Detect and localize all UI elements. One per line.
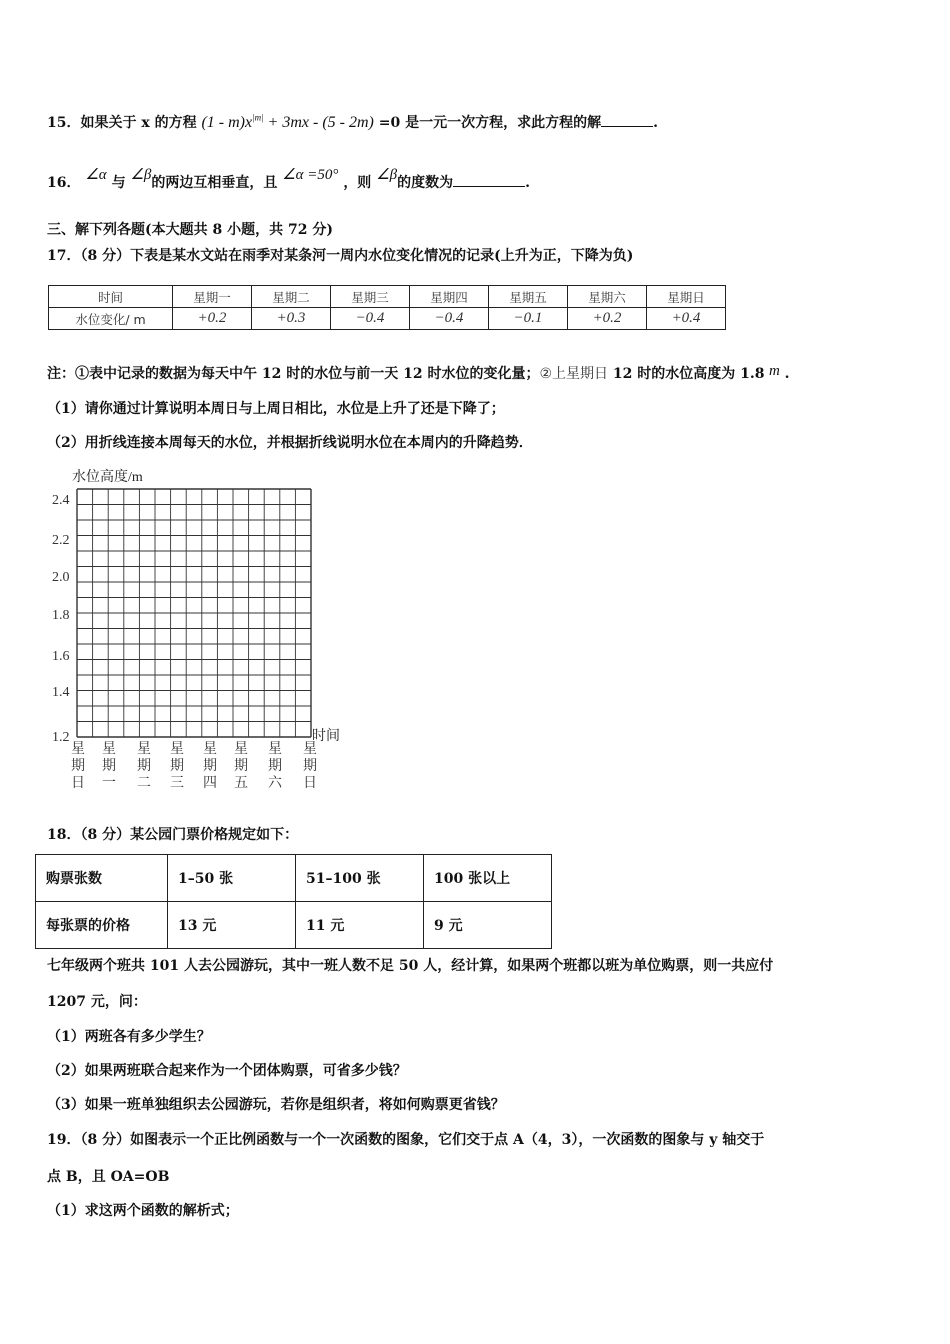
x-tick-label: 期 <box>71 759 85 774</box>
x-tick-label: 星 <box>234 742 248 757</box>
x-tick-label: 星 <box>102 742 116 757</box>
table-row <box>36 855 552 902</box>
ticket-price-table <box>35 854 552 949</box>
table-cell: 时间 <box>49 286 173 308</box>
chart-xlabel: 时间 <box>312 729 340 744</box>
table-cell: +0.2 <box>173 308 252 330</box>
table-cell: 星期六 <box>568 286 647 308</box>
table-cell: 9 元 <box>424 902 552 949</box>
table-cell: 星期五 <box>489 286 568 308</box>
table-cell: 购票张数 <box>36 855 168 902</box>
chart-y-ticks <box>52 493 70 745</box>
x-tick-label: 日 <box>303 776 317 791</box>
table-cell: 11 元 <box>296 902 424 949</box>
table-cell: 星期日 <box>647 286 726 308</box>
x-tick-label: 四 <box>203 776 217 791</box>
y-tick-label: 2.2 <box>52 533 70 548</box>
x-tick-label: 期 <box>303 759 317 774</box>
x-tick-label: 星 <box>203 742 217 757</box>
y-tick-label: 1.2 <box>52 730 70 745</box>
q17-note: 注：①表中记录的数据为每天中午 12 时的水位与前一天 12 时水位的变化量；②上星期日 12 时的水位高度为 1.8 m . <box>47 363 790 382</box>
chart-grid <box>77 489 311 737</box>
table-cell: 100 张以上 <box>424 855 552 902</box>
x-tick-label: 五 <box>234 776 248 791</box>
x-tick-label: 期 <box>137 759 151 774</box>
q15-equation: $(1 - m)x^{|m|} + 3mx - (5 - 2m)$ <box>201 112 374 131</box>
angle-beta-2: ∠β <box>376 167 398 183</box>
angle-condition: ∠α =50° <box>282 167 339 183</box>
x-tick-label: 期 <box>102 759 116 774</box>
section-3-title: 三、解下列各题(本大题共 8 小题，共 72 分) <box>47 222 333 238</box>
chart-x-ticks <box>71 741 317 791</box>
question-15: 15．如果关于 x 的方程 $(1 - m)x^{|m|} + 3mx - (5 - 2m) =0$ 是一元一次方程，求此方程的解 . <box>47 112 658 131</box>
table-header-row <box>49 286 726 308</box>
table-cell: +0.3 <box>252 308 331 330</box>
q19-line1: 19．（8 分）如图表示一个正比例函数与一个一次函数的图象，它们交于点 A（4，3），一次函数的图象与 y 轴交于 <box>47 1132 765 1148</box>
x-tick-label: 二 <box>137 776 151 791</box>
chart-ylabel: 水位高度/m <box>72 470 143 485</box>
q16-answer-blank <box>453 174 525 187</box>
x-tick-label: 星 <box>137 742 151 757</box>
table-cell: 星期三 <box>331 286 410 308</box>
x-tick-label: 星 <box>71 742 85 757</box>
table-cell: 星期四 <box>410 286 489 308</box>
x-tick-label: 三 <box>170 776 184 791</box>
q17-sub1: （1）请你通过计算说明本周日与上周日相比，水位是上升了还是下降了； <box>47 401 505 417</box>
question-16: 16． ∠α 与 ∠β的两边互相垂直，且 ∠α =50° ，则 ∠β的度数为 . <box>47 167 530 191</box>
q18-para2: 1207 元，问： <box>47 994 147 1010</box>
water-level-table <box>48 285 726 330</box>
table-cell: 水位变化/ m <box>49 308 173 330</box>
q15-answer-blank <box>601 114 653 127</box>
y-tick-label: 2.4 <box>52 493 70 508</box>
table-cell: 每张票的价格 <box>36 902 168 949</box>
table-cell: +0.2 <box>568 308 647 330</box>
q18-para1: 七年级两个班共 101 人去公园游玩，其中一班人数不足 50 人，经计算，如果两个班都以班为单位购票，则一共应付 <box>47 958 774 974</box>
x-tick-label: 日 <box>71 776 85 791</box>
x-tick-label: 期 <box>170 759 184 774</box>
table-row <box>49 308 726 330</box>
q18-sub2: （2）如果两班联合起来作为一个团体购票，可省多少钱？ <box>47 1063 407 1079</box>
x-tick-label: 星 <box>268 742 282 757</box>
q18-sub1: （1）两班各有多少学生？ <box>47 1029 211 1045</box>
y-tick-label: 1.6 <box>52 649 70 664</box>
q15-text-before: 15．如果关于 x 的方程 <box>47 115 197 131</box>
table-cell: 星期二 <box>252 286 331 308</box>
table-cell: 星期一 <box>173 286 252 308</box>
table-cell: −0.1 <box>489 308 568 330</box>
q17-sub2: （2）用折线连接本周每天的水位，并根据折线说明水位在本周内的升降趋势． <box>47 435 533 451</box>
x-tick-label: 星 <box>303 742 317 757</box>
x-tick-label: 星 <box>170 742 184 757</box>
table-cell: 51–100 张 <box>296 855 424 902</box>
water-level-grid-chart <box>40 462 360 797</box>
x-tick-label: 期 <box>203 759 217 774</box>
x-tick-label: 六 <box>268 776 282 791</box>
x-tick-label: 一 <box>102 776 116 791</box>
q15-text-after: =0 是一元一次方程，求此方程的解 <box>378 115 602 131</box>
table-cell: 1–50 张 <box>168 855 296 902</box>
q19-line2: 点 B，且 OA=OB <box>47 1169 170 1185</box>
x-tick-label: 期 <box>234 759 248 774</box>
table-cell: −0.4 <box>331 308 410 330</box>
table-cell: +0.4 <box>647 308 726 330</box>
table-row <box>36 902 552 949</box>
table-cell: 13 元 <box>168 902 296 949</box>
y-tick-label: 1.4 <box>52 685 70 700</box>
q18-sub3: （3）如果一班单独组织去公园游玩，若你是组织者，将如何购票更省钱？ <box>47 1097 505 1113</box>
table-cell: −0.4 <box>410 308 489 330</box>
q18-stem: 18．（8 分）某公园门票价格规定如下： <box>47 827 299 843</box>
angle-alpha: ∠α <box>85 167 107 183</box>
q17-stem: 17．（8 分）下表是某水文站在雨季对某条河一周内水位变化情况的记录(上升为正，下降为负) <box>47 248 634 264</box>
x-tick-label: 期 <box>268 759 282 774</box>
angle-beta: ∠β <box>130 167 152 183</box>
y-tick-label: 1.8 <box>52 608 70 623</box>
q19-sub1: （1）求这两个函数的解析式； <box>47 1203 239 1219</box>
y-tick-label: 2.0 <box>52 570 70 585</box>
